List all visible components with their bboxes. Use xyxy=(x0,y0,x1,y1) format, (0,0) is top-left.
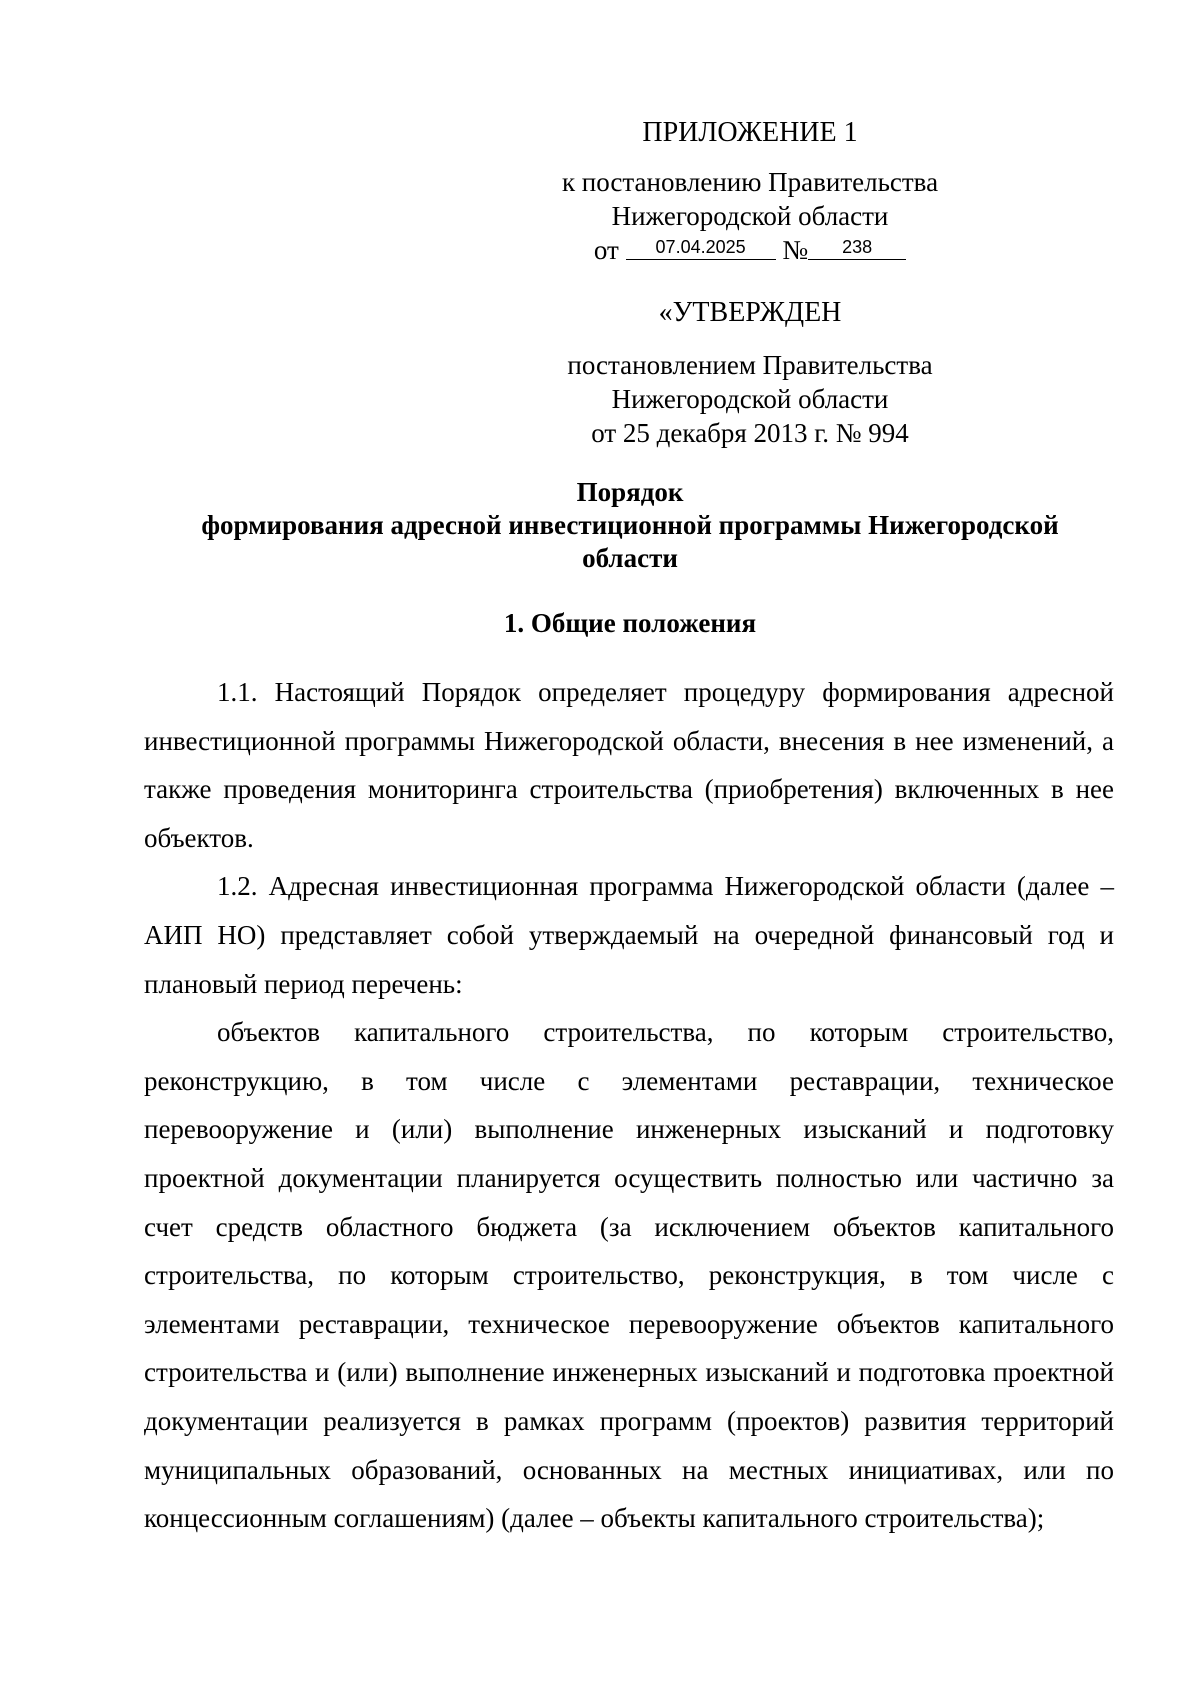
attachment-line-2: Нижегородской области xyxy=(611,201,889,231)
registration-number: 238 xyxy=(808,235,906,260)
attachment-title-text: ПРИЛОЖЕНИЕ 1 xyxy=(642,117,858,148)
approved-title xyxy=(540,296,960,330)
registration-from-prefix: от xyxy=(593,235,619,265)
document-title-line-3: области xyxy=(582,543,678,573)
registration-date: 07.04.2025 xyxy=(626,235,776,260)
attachment-block xyxy=(540,165,960,267)
document-title xyxy=(150,476,1110,575)
document-title-line-1: Порядок xyxy=(576,477,684,507)
document-title-line-2: формирования адресной инвестиционной программы Нижегородской xyxy=(201,510,1059,540)
approved-line-1: постановлением Правительства xyxy=(567,350,933,380)
registration-number-sign: № xyxy=(782,235,809,265)
approved-title-text: «УТВЕРЖДЕН xyxy=(658,297,842,328)
registration-line xyxy=(540,233,960,267)
attachment-line-1: к постановлению Правительства xyxy=(561,167,939,197)
section-heading: 1. Общие положения xyxy=(503,608,757,638)
body-text xyxy=(144,668,1114,1543)
approved-line-3: от 25 декабря 2013 г. № 994 xyxy=(591,418,909,448)
attachment-title xyxy=(540,116,960,150)
paragraph-objects: объектов капитального строительства, по которым строительство, реконструкцию, в том числе с элементами реставрации, техническое перевооружение и (или) выполнение инженерных изысканий и подготовку проектной документации планируется осуществить полностью или частично за счет средств областного бюджета (за исключением объектов капитального строительства, по которым строительство, реконструкция, в том числе с элементами реставрации, техническое перевооружение объектов капитального строительства и (или) выполнение инженерных изысканий и подготовка проектной документации реализуется в рамках программ (проектов) развития территорий муниципальных образований, основанных на местных инициативах, или по концессионным соглашениям) (далее – объекты капитального строительства); xyxy=(144,1017,1114,1534)
paragraph-1-2: 1.2. Адресная инвестиционная программа Нижегородской области (далее – АИП НО) представляет собой утверждаемый на очередной финансовый год и плановый период перечень: xyxy=(144,871,1114,999)
paragraph-1-1: 1.1. Настоящий Порядок определяет процедуру формирования адресной инвестиционной программы Нижегородской области, внесения в нее изменений, а также проведения мониторинга строительства (приобретения) включенных в нее объектов. xyxy=(144,677,1114,853)
approved-line-2: Нижегородской области xyxy=(611,384,889,414)
approved-block xyxy=(540,348,960,450)
